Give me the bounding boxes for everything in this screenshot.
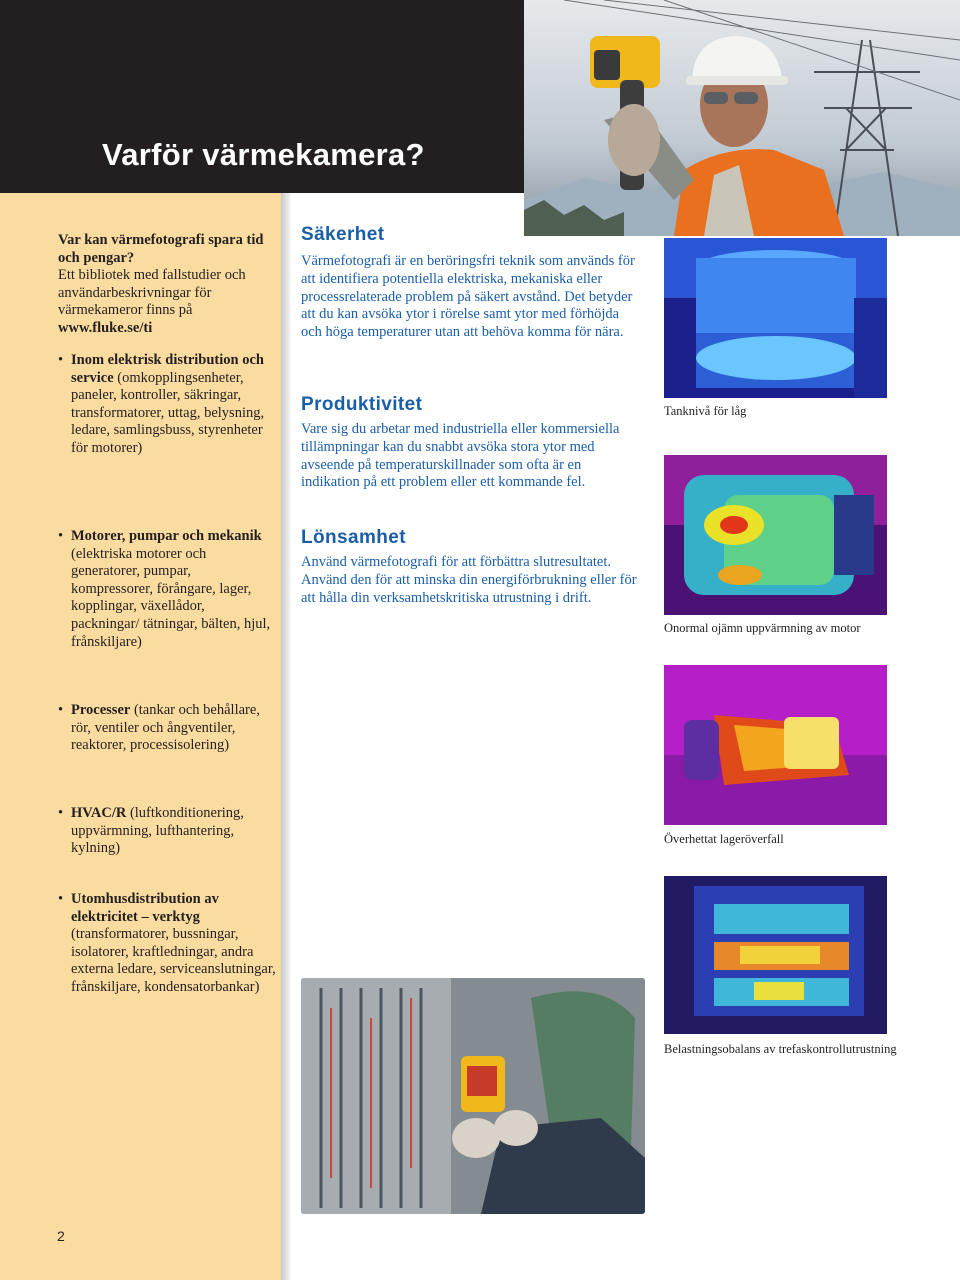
bullet-text: (tankar och behållare, rör, ventiler och ångventiler, reaktorer, processisolering): [71, 702, 260, 754]
sidebar-bullet-outdoor: [58, 891, 276, 997]
bullet-bold: Processer: [71, 702, 131, 718]
bullet-dot-icon: •: [58, 528, 64, 544]
bullet-bold: Inom elektrisk distribution och service: [71, 352, 264, 386]
hero-illustration: [524, 0, 960, 236]
sidebar-intro: [58, 232, 273, 338]
bullet-bold: Utomhusdistribution av elektricitet – verktyg: [71, 891, 219, 925]
sidebar-intro-text: Ett bibliotek med fallstudier och användarbeskrivningar för värmekameror finns på: [58, 267, 246, 319]
bullet-dot-icon: •: [58, 702, 64, 718]
sidebar-bullet-electrical: [58, 352, 276, 458]
thermal-image-tank: [664, 238, 887, 398]
hero-photo-worker: [524, 0, 960, 236]
sidebar-intro-question: Var kan värmefotografi spara tid och pengar?: [58, 232, 264, 266]
bullet-dot-icon: •: [58, 352, 64, 368]
bullet-text: (elektriska motorer och generatorer, pumpar, kompressorer, förångare, lager, kopplingar, växellådor, packningar/ tätningar, bälten, hjul, frånskiljare): [71, 545, 271, 650]
section-heading-safety: Säkerhet: [301, 224, 385, 245]
caption-tank: Tanknivå för låg: [664, 404, 747, 418]
thermal-image-motor: [664, 455, 887, 615]
page-number: 2: [57, 1228, 65, 1244]
photo-worker-panel: [301, 978, 645, 1214]
fluke-link[interactable]: www.fluke.se/ti: [58, 319, 153, 336]
thermal-image-three-phase: [664, 876, 887, 1034]
caption-motor: Onormal ojämn uppvärmning av motor: [664, 621, 861, 635]
sidebar-bullet-motors: [58, 528, 276, 651]
page-title: Varför värmekamera?: [102, 137, 425, 172]
bullet-bold: HVAC/R: [71, 805, 127, 821]
bullet-text: (omkopplingsenheter, paneler, kontroller, säkringar, transformatorer, uttag, belysning, ledare, samlingsbuss, styrenheter för motorer): [71, 369, 265, 456]
header-banner: [0, 0, 524, 193]
section-body-productivity: Vare sig du arbetar med industriella eller kommersiella tillämpningar kan du snabbt avsöka stora ytor med avseende på temperaturskillnader som ofta är en indikation på ett problem eller ett kommande fel.: [301, 421, 620, 491]
section-heading-productivity: Produktivitet: [301, 394, 423, 415]
bullet-text: (transformatorer, bussningar, isolatorer, kraftledningar, andra externa ledare, serviceanslutningar, frånskiljare, kondensatorbankar): [71, 926, 276, 995]
section-body-safety: Värmefotografi är en beröringsfri teknik som används för att identifiera potentiella elektriska, mekaniska eller processrelaterade problem på säkert avstånd. Det betyder att du kan avsöka ytor i rörelse samt ytor med förhöjda och höga temperaturer utan att behöva komma för nära.: [301, 253, 635, 341]
sidebar-shadow: [281, 193, 290, 1280]
sidebar-bullet-hvac: [58, 805, 276, 858]
section-body-profitability: Använd värmefotografi för att förbättra slutresultatet. Använd den för att minska din energiförbrukning eller för att hålla din verksamhetskritiska utrustning i drift.: [301, 554, 637, 606]
section-heading-profitability: Lönsamhet: [301, 527, 406, 548]
caption-three-phase: Belastningsobalans av trefaskontrollutrustning: [664, 1042, 897, 1056]
bullet-bold: Motorer, pumpar och mekanik: [71, 528, 262, 544]
bullet-dot-icon: •: [58, 805, 64, 821]
caption-bearing: Överhettat lageröverfall: [664, 832, 784, 846]
bullet-text: (luftkonditionering, uppvärmning, lufthantering, kylning): [71, 805, 244, 857]
sidebar-bullet-processes: [58, 702, 276, 755]
bullet-dot-icon: •: [58, 891, 64, 907]
thermal-image-bearing: [664, 665, 887, 825]
panel-illustration: [301, 978, 645, 1214]
